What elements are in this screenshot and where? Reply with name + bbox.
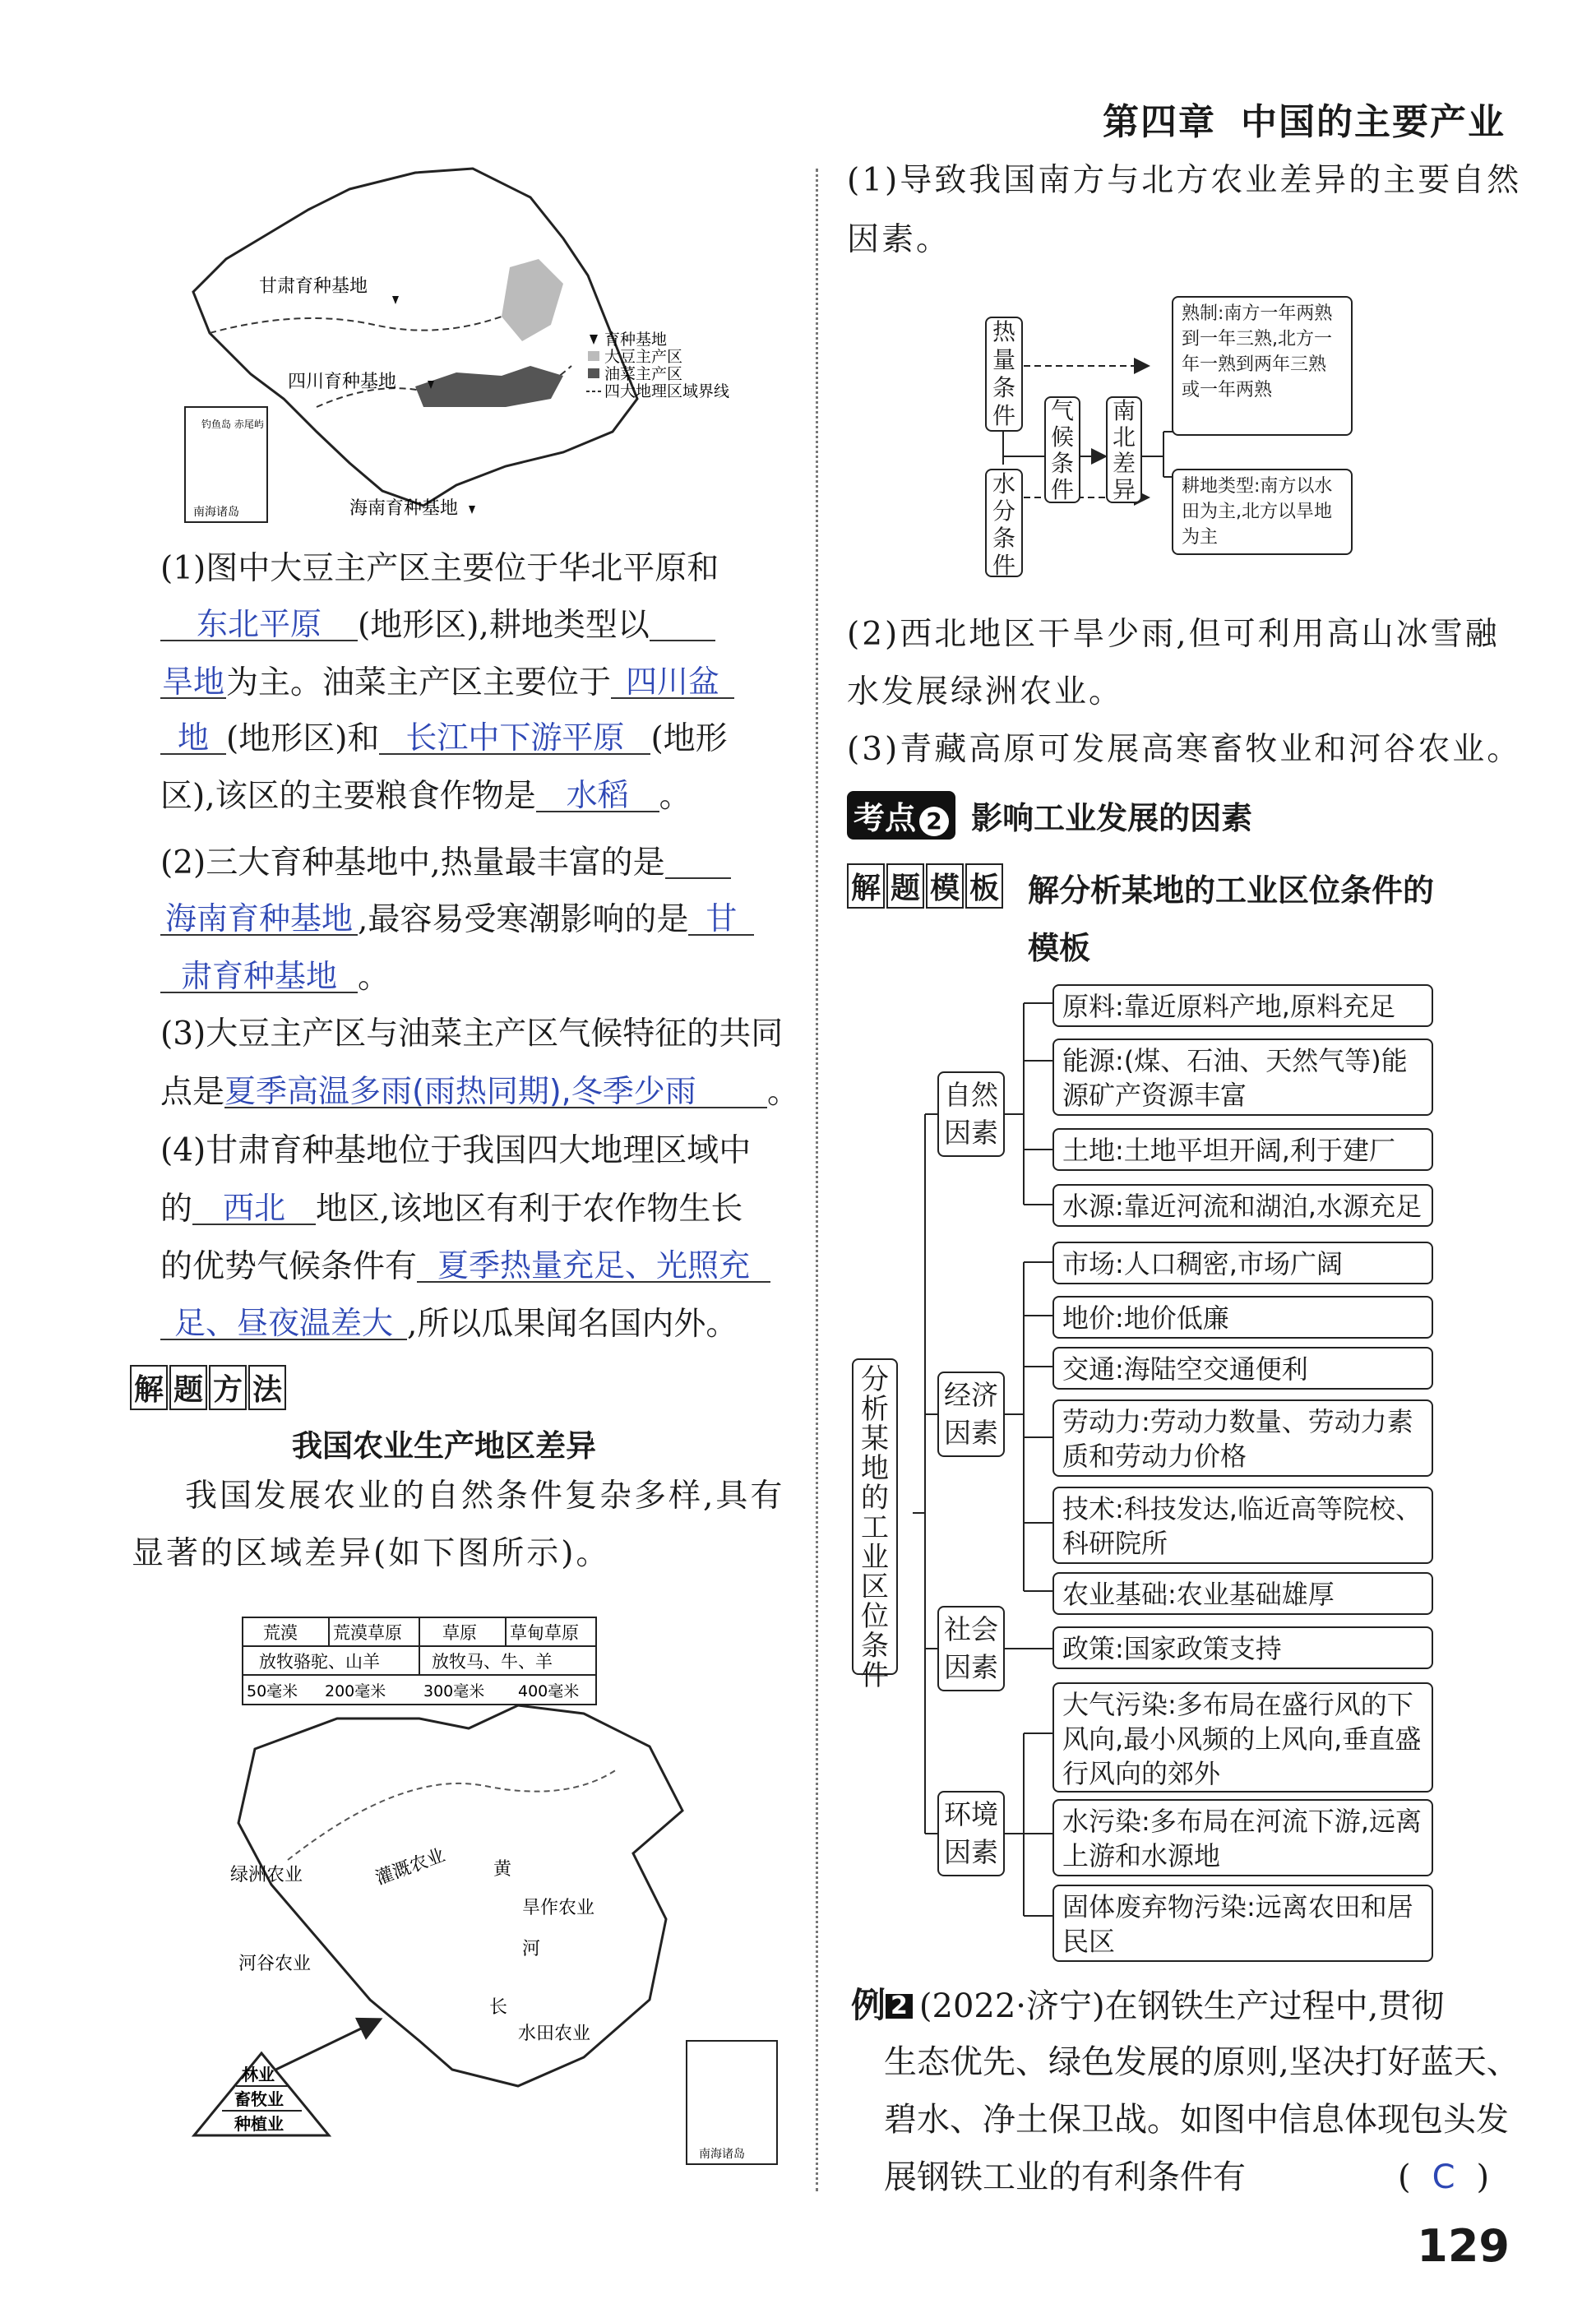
- group-social: 社会因素: [937, 1606, 1005, 1691]
- example-number: 2: [886, 1994, 913, 2019]
- gansu-label: 甘肃育种基地: [259, 276, 368, 297]
- table-c3: 草原: [442, 1623, 477, 1643]
- table-c2: 荒漠草原: [333, 1623, 402, 1643]
- table-c1: 荒漠: [263, 1623, 298, 1643]
- legend-soy-swatch: [588, 351, 599, 361]
- inset-label: 南海诸岛: [193, 506, 239, 519]
- item-transport: 交通:海陆空交通便利: [1052, 1347, 1433, 1390]
- template-badge: 解 题 模 板: [847, 863, 1005, 909]
- method-line2: 显著的区域差异(如下图所示)。: [132, 1535, 611, 1572]
- q1-line2: 东北平原 (地形区),耕地类型以: [160, 608, 715, 641]
- example-line4: 展钢铁工业的有利条件有: [884, 2158, 1246, 2196]
- method-line1: 我国发展农业的自然条件复杂多样,具有: [185, 1478, 785, 1515]
- cropping-system-box: 熟制:南方一年两熟到一年三熟,北方一年一熟到两年三熟或一年两熟: [1172, 296, 1353, 436]
- label-oasis: 绿洲农业: [230, 1865, 303, 1885]
- breeding-base-map: [177, 160, 785, 534]
- pyramid-livestock: 畜牧业: [234, 2089, 284, 2109]
- label-valley: 河谷农业: [238, 1954, 312, 1974]
- table-r3b: 200毫米: [325, 1682, 386, 1700]
- china-outline-2: [238, 1705, 682, 2086]
- q1-answer-3b: 地: [160, 722, 226, 755]
- group-natural: 自然因素: [937, 1071, 1005, 1157]
- q4-answer-1: 西北: [192, 1192, 316, 1225]
- south-sea-inset-2: [687, 2041, 777, 2164]
- water-condition-box: 水分条件: [985, 469, 1023, 577]
- q4-line1: (4)甘肃育种基地位于我国四大地理区域中: [160, 1132, 752, 1169]
- legend-soy: 大豆主产区: [604, 348, 683, 366]
- method-badge: 解 题 方 法: [130, 1365, 288, 1410]
- heat-condition-box: 热量条件: [985, 317, 1023, 432]
- q4-answer-2b: 足、昼夜温差大: [160, 1307, 407, 1340]
- q4-line2: 的 西北 地区,该地区有利于农作物生长: [160, 1190, 743, 1228]
- q2-answer-1: 海南育种基地: [160, 903, 358, 936]
- r2-line2: 水发展绿洲农业。: [847, 673, 1124, 710]
- item-raw-material: 原料:靠近原料产地,原料充足: [1052, 984, 1433, 1027]
- kaodian-heading: [847, 791, 1252, 840]
- page-number: 129: [1417, 2220, 1510, 2272]
- item-air-pollution: 大气污染:多布局在盛行风的下风向,最小风频的上风向,垂直盛行风向的郊外: [1052, 1682, 1433, 1793]
- chapter-header: [1103, 92, 1506, 145]
- item-labor: 劳动力:劳动力数量、劳动力素质和劳动力价格: [1052, 1399, 1433, 1477]
- r3-line: (3)青藏高原可发展高寒畜牧业和河谷农业。: [847, 731, 1522, 768]
- q4-line4: 足、昼夜温差大 ,所以瓜果闻名国内外。: [160, 1307, 738, 1340]
- q2-line2: 海南育种基地 ,最容易受寒潮影响的是 甘: [160, 903, 754, 936]
- table-c4: 草甸草原: [510, 1623, 579, 1643]
- item-solid-waste: 固体废弃物污染:远离农田和居民区: [1052, 1885, 1433, 1962]
- pyramid-planting: 种植业: [234, 2114, 284, 2134]
- label-paddy: 水田农业: [518, 2024, 591, 2044]
- q2-answer-2b: 肃育种基地: [160, 960, 358, 993]
- tree-root: 分析某地的工业区位条件: [852, 1358, 898, 1675]
- q3-line1: (3)大豆主产区与油菜主产区气候特征的共同: [160, 1015, 784, 1052]
- item-water-source: 水源:靠近河流和湖泊,水源充足: [1052, 1184, 1433, 1227]
- q1-line5: 区),该区的主要粮食作物是 水稻 。: [160, 777, 692, 815]
- item-land: 土地:土地平坦开阔,利于建厂: [1052, 1128, 1433, 1171]
- kaodian-title: 影响工业发展的因素: [971, 800, 1253, 836]
- chapter-title: 中国的主要产业: [1241, 101, 1506, 143]
- q1-line4: 地 (地形区)和 长江中下游平原 (地形: [160, 722, 728, 755]
- q3-answer: 夏季高温多雨(雨热同期),冬季少雨: [224, 1076, 767, 1108]
- farmland-type-box: 耕地类型:南方以水田为主,北方以旱地为主: [1172, 469, 1353, 555]
- r1-line1: (1)导致我国南方与北方农业差异的主要自然: [847, 162, 1522, 199]
- agriculture-region-map: [156, 1613, 789, 2172]
- q1-line3: 旱地为主。油菜主产区主要位于 四川盆: [160, 666, 734, 699]
- q2-line1: (2)三大育种基地中,热量最丰富的是: [160, 847, 731, 879]
- label-dry: 旱作农业: [522, 1898, 595, 1918]
- q1-answer-4: 长江中下游平原: [379, 722, 650, 755]
- q1-answer-3a: 四川盆: [611, 666, 734, 699]
- q1-answer-2: 旱地: [161, 664, 224, 700]
- item-market: 市场:人口稠密,市场广阔: [1052, 1242, 1433, 1284]
- q2-answer-2a: 甘: [688, 903, 754, 936]
- example-answer-bracket: ( C ): [1398, 2158, 1490, 2196]
- q2-line3: 肃育种基地 。: [160, 960, 390, 993]
- map1-legend: [586, 331, 729, 400]
- r2-line1: (2)西北地区干旱少雨,但可利用高山冰雪融: [847, 616, 1500, 653]
- legend-line: 四大地理区域界线: [604, 382, 730, 400]
- table-r2a: 放牧骆驼、山羊: [259, 1652, 380, 1672]
- example-answer: C: [1432, 2158, 1455, 2196]
- item-energy: 能源:(煤、石油、天然气等)能源矿产资源丰富: [1052, 1039, 1433, 1116]
- q1-answer-5: 水稻: [536, 779, 659, 812]
- inset-top-label: 钓鱼岛 赤尾屿: [201, 419, 264, 430]
- label-huang: 黄: [493, 1859, 512, 1880]
- legend-rape-swatch: [588, 368, 599, 378]
- template-title-1: 解分析某地的工业区位条件的: [1028, 872, 1435, 909]
- q3-line2: 点是夏季高温多雨(雨热同期),冬季少雨 。: [160, 1073, 800, 1111]
- north-south-diff-box: 南北差异: [1106, 396, 1142, 503]
- chapter-number: 第四章: [1103, 101, 1216, 143]
- label-chang: 长: [489, 1997, 508, 2018]
- sichuan-label: 四川育种基地: [288, 372, 397, 392]
- item-policy: 政策:国家政策支持: [1052, 1626, 1433, 1669]
- q4-answer-2a: 夏季热量充足、光照充: [417, 1250, 770, 1283]
- item-water-pollution: 水污染:多布局在河流下游,远离上游和水源地: [1052, 1799, 1433, 1876]
- table-r3d: 400毫米: [518, 1682, 580, 1700]
- legend-base: 育种基地: [604, 331, 668, 349]
- example-label: 例: [851, 1985, 886, 2025]
- example-line1: 例 2 (2022·济宁)在钢铁生产过程中,贯彻: [851, 1985, 1445, 2025]
- method-title: 我国农业生产地区差异: [292, 1428, 596, 1464]
- table-r3c: 300毫米: [423, 1682, 485, 1700]
- kaodian-tag: 考点 2: [847, 791, 955, 840]
- item-land-price: 地价:地价低廉: [1052, 1296, 1433, 1339]
- table-r2b: 放牧马、牛、羊: [432, 1652, 553, 1672]
- table-r3a: 50毫米: [247, 1682, 298, 1700]
- item-agri-base: 农业基础:农业基础雄厚: [1052, 1572, 1433, 1615]
- inset-label-2: 南海诸岛: [699, 2148, 745, 2161]
- column-divider: [816, 169, 818, 2191]
- item-technology: 技术:科技发达,临近高等院校、科研院所: [1052, 1487, 1433, 1564]
- pyramid-arrow: [267, 2020, 378, 2074]
- climate-condition-box: 气候条件: [1044, 396, 1080, 503]
- example-line3: 碧水、净土保卫战。如图中信息体现包头发: [884, 2101, 1509, 2139]
- label-irrigation: 灌溉农业: [372, 1845, 448, 1890]
- label-he: 河: [522, 1939, 541, 1959]
- legend-rape: 油菜主产区: [604, 365, 683, 383]
- q4-line3: 的优势气候条件有 夏季热量充足、光照充: [160, 1250, 770, 1283]
- pyramid-forestry: 林业: [242, 2065, 275, 2084]
- r1-line2: 因素。: [847, 221, 951, 258]
- q1-line1: (1)图中大豆主产区主要位于华北平原和: [160, 550, 719, 587]
- q1-answer-1: 东北平原: [160, 608, 358, 641]
- group-environment: 环境因素: [937, 1791, 1005, 1876]
- template-title-2: 模板: [1028, 930, 1091, 966]
- group-economic: 经济因素: [937, 1372, 1005, 1457]
- example-line2: 生态优先、绿色发展的原则,坚决打好蓝天、: [884, 2043, 1520, 2081]
- base-marker-hainan: [469, 506, 475, 514]
- hainan-label: 海南育种基地: [349, 498, 459, 519]
